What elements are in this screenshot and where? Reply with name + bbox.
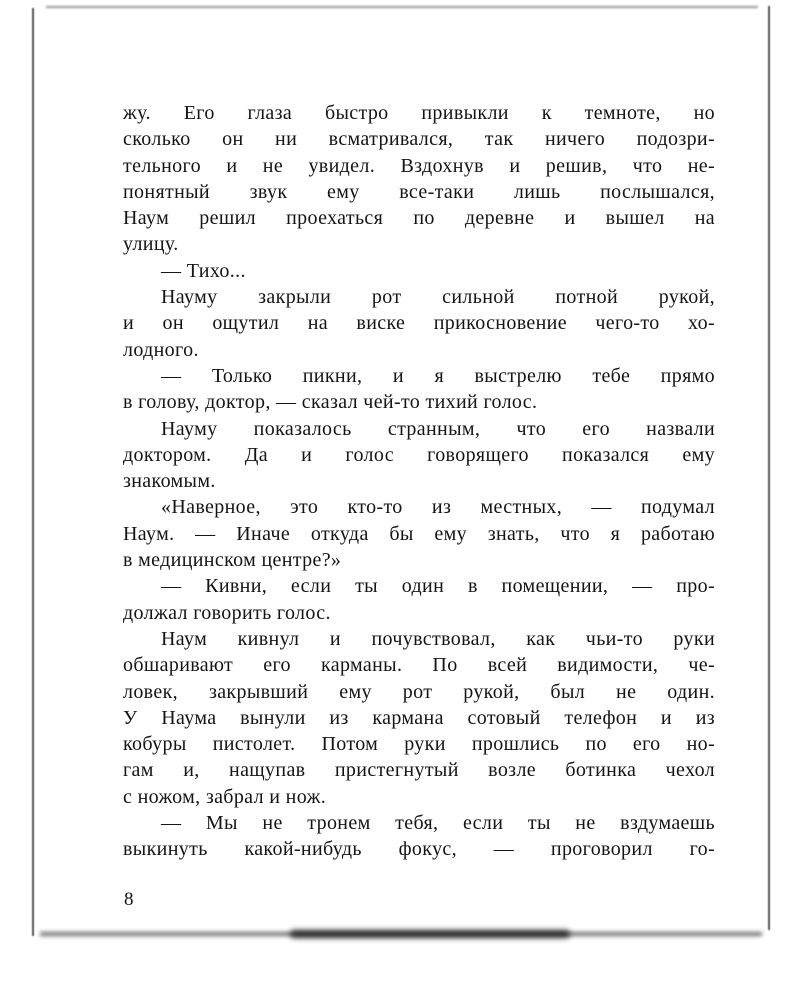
scan-edge-left: [32, 8, 34, 936]
text-line: сколько он ни всматривался, так ничего подозри-: [123, 128, 715, 151]
text-line: — Кивни, если ты один в помещении, — про-: [161, 575, 715, 598]
page-number: 8: [124, 889, 134, 910]
text-line: — Только пикни, и я выстрелю тебе прямо: [161, 364, 715, 387]
text-line: жу. Его глаза быстро привыкли к темноте, но: [123, 102, 715, 124]
text-line: обшаривают его карманы. По всей видимости, че-: [123, 654, 715, 677]
text-line: должал говорить голос.: [123, 601, 331, 624]
text-line: Наум. — Иначе откуда бы ему знать, что я работаю: [123, 522, 715, 545]
scan-smudge-bottom: [290, 930, 570, 938]
text-line: лодного.: [123, 338, 199, 361]
text-line: «Наверное, это кто-то из местных, — подумал: [161, 496, 715, 519]
text-line: тельного и не увидел. Вздохнув и решив, что не-: [123, 154, 715, 177]
text-line: в медицинском центре?»: [123, 549, 342, 572]
text-line: Науму закрыли рот сильной потной рукой,: [161, 286, 715, 309]
scan-edge-right: [768, 6, 770, 930]
text-line: с ножом, забрал и нож.: [123, 785, 327, 808]
text-line: доктором. Да и голос говорящего показался ему: [123, 443, 715, 466]
text-line: Наум кивнул и почувствовал, как чьи-то руки: [161, 627, 715, 650]
text-line: улицу.: [123, 233, 179, 256]
text-line: знакомым.: [123, 470, 216, 493]
text-line: Наум решил проехаться по деревне и вышел на: [123, 207, 715, 230]
text-line: кобуры пистолет. Потом руки прошлись по его но-: [123, 733, 715, 756]
page-body-text: [123, 100, 715, 863]
text-line: — Мы не тронем тебя, если ты не вздумаешь: [161, 812, 715, 835]
text-line: Науму показалось странным, что его назвали: [161, 417, 715, 440]
text-line: — Тихо...: [161, 259, 246, 282]
text-line: гам и, нащупав пристегнутый возле ботинка чехол: [123, 759, 715, 782]
scan-edge-bottom: [40, 932, 762, 936]
text-line: выкинуть какой-нибудь фокус, — проговорил го-: [123, 838, 715, 861]
text-line: У Наума вынули из кармана сотовый телефон и из: [123, 706, 715, 729]
scan-edge-top: [46, 6, 758, 8]
text-line: в голову, доктор, — сказал чей-то тихий голос.: [123, 391, 538, 414]
text-line: понятный звук ему все-таки лишь послышался,: [123, 180, 715, 203]
text-line: и он ощутил на виске прикосновение чего-то хо-: [123, 312, 715, 335]
text-line: ловек, закрывший ему рот рукой, был не один.: [123, 680, 715, 703]
